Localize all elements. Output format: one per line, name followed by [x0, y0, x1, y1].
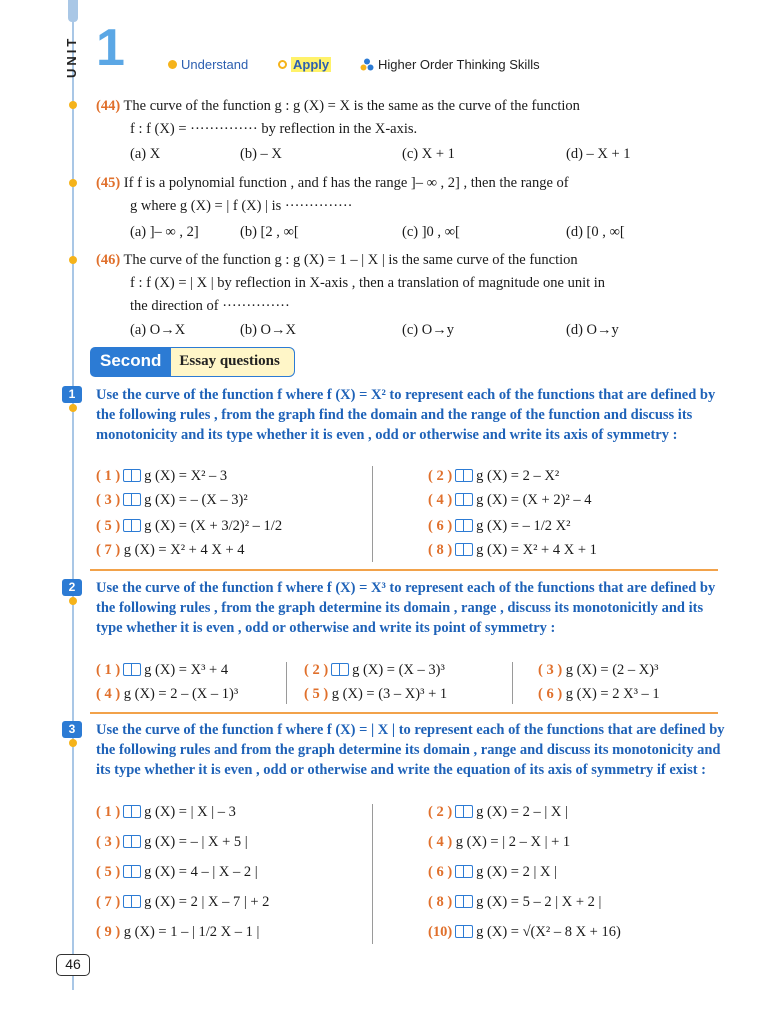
understand-dot-icon [168, 60, 177, 69]
q1-item-1 [96, 468, 227, 485]
question-number-badge: 2 [62, 579, 82, 596]
option-d[interactable]: (d) O→y [566, 322, 619, 338]
item-formula: g (X) = (X + 2)² – 4 [476, 492, 592, 508]
item-number: ( 4 ) [428, 492, 453, 508]
item-number: ( 3 ) [96, 834, 121, 850]
item-formula: g (X) = | 2 – X | + 1 [455, 834, 571, 850]
q3-item-6 [428, 864, 557, 881]
page-number: 46 [56, 954, 90, 976]
book-icon [123, 663, 141, 676]
q3-item-3 [96, 834, 248, 851]
question-bullet [69, 739, 77, 747]
item-formula: g (X) = (X + 3/2)² – 1/2 [144, 518, 283, 534]
item-formula: g (X) = X² + 4 X + 4 [123, 542, 245, 558]
section-tag: Second [90, 347, 171, 377]
section-header [90, 347, 295, 377]
option-a[interactable]: (a) ]– ∞ , 2] [130, 224, 199, 240]
book-icon [455, 865, 473, 878]
q3-item-8 [428, 894, 601, 911]
legend-hots [360, 57, 540, 72]
option-c[interactable]: (c) ]0 , ∞[ [402, 224, 460, 240]
question-bullet [69, 404, 77, 412]
question-2-text: Use the curve of the function f where f (X) = X³ to represent each of the functions that are defined by the following rules , from the graph determine its domain , range , discuss its monotonicitly and its type whether it is even , odd or otherwise and write its point of symmetry : [96, 580, 716, 636]
option-c[interactable]: (c) X + 1 [402, 146, 455, 162]
section-separator [90, 569, 718, 571]
legend-understand-label: Understand [181, 57, 249, 72]
mcq-44-options [130, 146, 690, 168]
item-formula: g (X) = 1 – | 1/2 X – 1 | [123, 924, 260, 940]
book-icon [123, 895, 141, 908]
q1-item-7 [96, 542, 245, 559]
q2-item-1 [96, 662, 228, 679]
question-bullet [69, 179, 77, 187]
book-icon [455, 519, 473, 532]
item-formula: g (X) = 2 X³ – 1 [565, 686, 660, 702]
question-bullet [69, 597, 77, 605]
apply-dot-icon [278, 60, 287, 69]
item-number: ( 7 ) [96, 894, 121, 910]
option-d[interactable]: (d) [0 , ∞[ [566, 224, 625, 240]
option-b[interactable]: (b) [2 , ∞[ [240, 224, 299, 240]
item-number: ( 6 ) [428, 864, 453, 880]
option-c[interactable]: (c) O→y [402, 322, 454, 338]
question-number-badge: 1 [62, 386, 82, 403]
mcq-44 [96, 95, 716, 141]
q2-item-4 [96, 686, 238, 703]
mcq-line: If f is a polynomial function , and f has the range ]– ∞ , 2] , then the range of [123, 175, 569, 191]
q3-item-5 [96, 864, 258, 881]
mcq-line: the direction of ·············· [130, 298, 290, 314]
option-a[interactable]: (a) O→X [130, 322, 186, 338]
book-icon [123, 865, 141, 878]
item-formula: g (X) = 2 – X² [476, 468, 560, 484]
item-formula: g (X) = | X | – 3 [144, 804, 236, 820]
item-formula: g (X) = 4 – | X – 2 | [144, 864, 258, 880]
hots-dots-icon [360, 58, 374, 71]
book-icon [123, 835, 141, 848]
section-separator [90, 712, 718, 714]
book-icon [455, 805, 473, 818]
q3-item-4 [428, 834, 570, 851]
mcq-45-options [130, 224, 690, 246]
item-number: ( 3 ) [96, 492, 121, 508]
book-icon [455, 469, 473, 482]
item-number: ( 1 ) [96, 804, 121, 820]
option-b[interactable]: (b) O→X [240, 322, 296, 338]
item-number: ( 9 ) [96, 924, 121, 940]
column-divider [512, 662, 513, 704]
item-formula: g (X) = (2 – X)³ [565, 662, 659, 678]
item-number: ( 4 ) [428, 834, 453, 850]
q2-item-3 [538, 662, 658, 679]
book-icon [455, 925, 473, 938]
item-number: ( 2 ) [304, 662, 329, 678]
item-number: ( 1 ) [96, 468, 121, 484]
mcq-line: The curve of the function g : g (X) = 1 – | X | is the same curve of the function [123, 252, 578, 268]
legend-apply-label: Apply [293, 57, 330, 72]
mcq-46-options [130, 322, 690, 344]
column-divider [286, 662, 287, 704]
q1-item-2 [428, 468, 559, 485]
mcq-line: f : f (X) = ·············· by reflection in the X-axis. [130, 121, 418, 137]
question-bullet [69, 256, 77, 264]
book-icon [455, 493, 473, 506]
item-number: ( 8 ) [428, 542, 453, 558]
q3-item-9 [96, 924, 259, 941]
option-a[interactable]: (a) X [130, 146, 161, 162]
item-formula: g (X) = (X – 3)³ [352, 662, 445, 678]
mcq-number: (45) [96, 175, 121, 191]
item-formula: g (X) = X² – 3 [144, 468, 228, 484]
q1-item-3 [96, 492, 248, 509]
item-number: ( 2 ) [428, 804, 453, 820]
item-formula: g (X) = 2 | X | [476, 864, 558, 880]
q1-item-4 [428, 492, 592, 509]
item-formula: g (X) = 2 – (X – 1)³ [123, 686, 239, 702]
item-formula: g (X) = – | X + 5 | [144, 834, 248, 850]
item-formula: g (X) = (3 – X)³ + 1 [331, 686, 448, 702]
item-number: ( 2 ) [428, 468, 453, 484]
mcq-45 [96, 172, 716, 218]
item-formula: g (X) = – (X – 3)² [144, 492, 248, 508]
book-icon [331, 663, 349, 676]
question-1-text: Use the curve of the function f where f (X) = X² to represent each of the functions that are defined by the following rules , from the graph find the domain and the range of the function and discuss its monotonicity and its type whether it is even , odd or otherwise and write its axis of symmetry : [96, 387, 716, 443]
item-formula: g (X) = 2 | X – 7 | + 2 [144, 894, 270, 910]
item-formula: g (X) = – 1/2 X² [476, 518, 571, 534]
item-number: (10) [428, 924, 453, 940]
book-icon [123, 805, 141, 818]
q2-item-2 [304, 662, 445, 679]
q3-item-7 [96, 894, 269, 911]
legend-apply [278, 57, 331, 72]
option-b[interactable]: (b) – X [240, 146, 282, 162]
sidebar-line [72, 0, 74, 990]
item-formula: g (X) = X² + 4 X + 1 [476, 542, 597, 558]
unit-label: UNIT [64, 35, 79, 78]
book-icon [123, 493, 141, 506]
item-formula: g (X) = √(X² – 8 X + 16) [476, 924, 621, 940]
option-d[interactable]: (d) – X + 1 [566, 146, 631, 162]
legend-understand [168, 57, 248, 72]
item-formula: g (X) = X³ + 4 [144, 662, 229, 678]
mcq-line: The curve of the function g : g (X) = X is the same as the curve of the function [123, 98, 580, 114]
item-number: ( 5 ) [96, 518, 121, 534]
question-3-text: Use the curve of the function f where f (X) = | X | to represent each of the functions that are defined by the following rules and from the graph determine its domain , range and discuss its monotonicity and its type whether it is even , odd or otherwise and write the equation of its axis of symmetry if exist : [96, 722, 725, 778]
q3-item-1 [96, 804, 236, 821]
column-divider [372, 804, 373, 944]
item-number: ( 3 ) [538, 662, 563, 678]
question-bullet [69, 101, 77, 109]
legend-hots-label: Higher Order Thinking Skills [378, 57, 540, 72]
book-icon [123, 519, 141, 532]
q3-item-10 [428, 924, 621, 941]
q3-item-2 [428, 804, 568, 821]
question-number-badge: 3 [62, 721, 82, 738]
mcq-number: (44) [96, 98, 121, 114]
book-icon [123, 469, 141, 482]
item-number: ( 8 ) [428, 894, 453, 910]
item-number: ( 4 ) [96, 686, 121, 702]
mcq-number: (46) [96, 252, 121, 268]
column-divider [372, 466, 373, 562]
item-number: ( 6 ) [428, 518, 453, 534]
item-number: ( 6 ) [538, 686, 563, 702]
mcq-46 [96, 249, 716, 318]
item-formula: g (X) = 5 – 2 | X + 2 | [476, 894, 602, 910]
mcq-line: f : f (X) = | X | by reflection in X-axis , then a translation of magnitude one unit in [130, 275, 606, 291]
mcq-line: g where g (X) = | f (X) | is ·············· [130, 198, 353, 214]
q2-item-6 [538, 686, 660, 703]
item-number: ( 1 ) [96, 662, 121, 678]
q1-item-8 [428, 542, 597, 559]
q2-item-5 [304, 686, 447, 703]
unit-number: 1 [96, 19, 125, 77]
item-number: ( 7 ) [96, 542, 121, 558]
item-formula: g (X) = 2 – | X | [476, 804, 568, 820]
book-icon [455, 543, 473, 556]
item-number: ( 5 ) [96, 864, 121, 880]
item-number: ( 5 ) [304, 686, 329, 702]
q1-item-6 [428, 518, 570, 535]
book-icon [455, 895, 473, 908]
section-title: Essay questions [171, 347, 294, 377]
q1-item-5 [96, 518, 282, 535]
